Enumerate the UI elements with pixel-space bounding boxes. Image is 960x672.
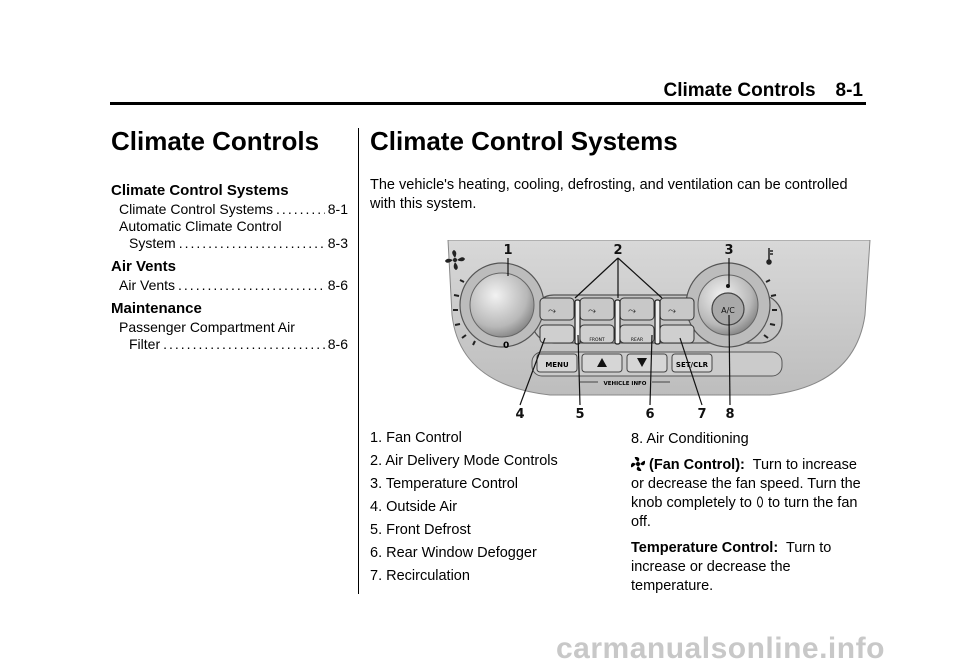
svg-text:⤳: ⤳ — [548, 306, 556, 317]
toc-heading-maintenance: Maintenance — [111, 300, 202, 317]
toc-heading-climate: Climate Control Systems — [111, 182, 289, 199]
fan-icon — [631, 457, 645, 471]
svg-text:⤳: ⤳ — [628, 306, 636, 317]
callout-legend — [370, 430, 600, 591]
section-title: Climate Control Systems — [370, 126, 678, 156]
list-item: 4. Outside Air — [370, 499, 458, 515]
climate-panel-illustration — [440, 240, 880, 425]
list-item: 5. Front Defrost — [370, 522, 471, 538]
header-rule — [110, 102, 866, 105]
toc-entry[interactable]: Air Vents ..... 8-6 — [111, 277, 348, 294]
svg-text:FRONT: FRONT — [589, 338, 605, 343]
svg-text:1: 1 — [503, 243, 513, 258]
watermark: carmanualsonline.info — [556, 632, 885, 665]
svg-text:8: 8 — [725, 407, 735, 422]
svg-text:VEHICLE INFO: VEHICLE INFO — [603, 381, 647, 387]
list-item: 6. Rear Window Defogger — [370, 545, 537, 561]
intro-paragraph: The vehicle's heating, cooling, defrosting, and ventilation can be controlled with this system. — [370, 177, 848, 212]
chapter-title: Climate Controls — [111, 126, 320, 156]
toc-entry[interactable]: Passenger Compartment Air Filter ..... 8-6 — [111, 319, 348, 353]
svg-text:4: 4 — [515, 407, 525, 422]
toc-entry[interactable]: Climate Control Systems ..... 8-1 — [111, 201, 348, 218]
svg-text:2: 2 — [613, 243, 623, 258]
toc-heading-air-vents: Air Vents — [111, 258, 177, 275]
right-text-column — [631, 430, 863, 603]
header-page-number: 8-1 — [835, 80, 863, 101]
fan-control-description: (Fan Control): Turn to increase or decrease the fan speed. Turn the knob completely to to turn the fan off. — [631, 457, 861, 530]
svg-text:A/C: A/C — [721, 306, 735, 315]
list-item: 8. Air Conditioning — [631, 431, 749, 447]
svg-text:⤳: ⤳ — [588, 306, 596, 317]
svg-text:6: 6 — [645, 407, 655, 422]
svg-text:MENU: MENU — [545, 361, 569, 369]
list-item: 3. Temperature Control — [370, 476, 519, 492]
zero-icon — [756, 495, 764, 509]
temperature-control-description: Temperature Control: Turn to increase or decrease the temperature. — [631, 540, 832, 594]
svg-text:REAR: REAR — [630, 338, 644, 343]
toc-entry[interactable]: Automatic Climate Control System ..... 8-3 — [111, 218, 348, 252]
svg-text:0: 0 — [503, 341, 510, 351]
svg-text:SET/CLR: SET/CLR — [675, 361, 709, 369]
running-header — [664, 80, 864, 102]
list-item: 7. Recirculation — [370, 568, 470, 584]
table-of-contents — [111, 182, 348, 353]
list-item: 1. Fan Control — [370, 430, 462, 446]
header-section: Climate Controls — [663, 80, 816, 101]
svg-text:5: 5 — [575, 407, 585, 422]
svg-text:7: 7 — [697, 407, 707, 422]
svg-text:⤳: ⤳ — [668, 306, 676, 317]
column-divider — [358, 128, 359, 594]
list-item: 2. Air Delivery Mode Controls — [370, 453, 558, 469]
svg-text:3: 3 — [724, 243, 734, 258]
